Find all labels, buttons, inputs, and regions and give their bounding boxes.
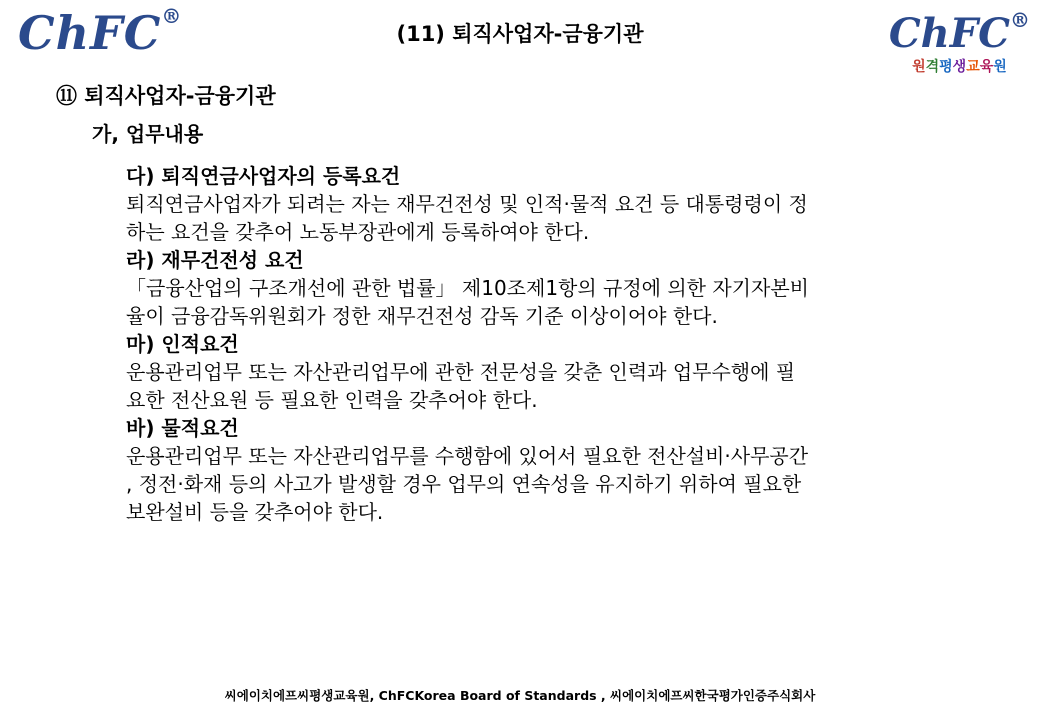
- logo-right-text: ChFC: [888, 10, 1010, 57]
- page-title: (11) 퇴직사업자-금융기관: [396, 22, 644, 46]
- logo-subtitle-char: 원: [993, 59, 1007, 75]
- block-heading: 바) 물적요건: [126, 416, 239, 440]
- logo-subtitle-char: 격: [925, 59, 940, 75]
- chfc-logo-right: [888, 8, 1030, 76]
- block-heading: 라) 재무건전성 요건: [126, 248, 304, 272]
- logo-right-mark: [888, 8, 1030, 57]
- block-line: 운용관리업무 또는 자산관리업무를 수행함에 있어서 필요한 전산설비·사무공간: [126, 444, 809, 468]
- block-line: 퇴직연금사업자가 되려는 자는 재무건전성 및 인적·물적 요건 등 대통령령이 정: [126, 192, 808, 216]
- block-line: 율이 금융감독위원회가 정한 재무건전성 감독 기준 이상이어야 한다.: [126, 304, 718, 328]
- block-line: 보완설비 등을 갖추어야 한다.: [126, 500, 384, 524]
- logo-subtitle-char: 육: [979, 59, 994, 75]
- block-heading: 마) 인적요건: [126, 332, 239, 356]
- logo-subtitle-char: 평: [939, 59, 953, 75]
- registered-mark: ®: [1010, 8, 1030, 32]
- block-line: 하는 요건을 갖추어 노동부장관에게 등록하여야 한다.: [126, 220, 590, 244]
- requirement-block: [126, 246, 986, 330]
- logo-subtitle-char: 생: [952, 59, 967, 75]
- logo-right-subtitle: [889, 56, 1030, 76]
- block-line: 요한 전산요원 등 필요한 인력을 갖추어야 한다.: [126, 388, 538, 412]
- requirement-block: [126, 330, 986, 414]
- requirement-block: [126, 162, 986, 246]
- requirement-block: [126, 414, 986, 526]
- block-line: 운용관리업무 또는 자산관리업무에 관한 전문성을 갖춘 인력과 업무수행에 필: [126, 360, 796, 384]
- requirements-content: [126, 162, 986, 526]
- footer: 씨에이치에프씨평생교육원, ChFCKorea Board of Standards , 씨에이치에프씨한국평가인증주식회사: [224, 688, 816, 703]
- block-line: 「금융산업의 구조개선에 관한 법률」 제10조제1항의 규정에 의한 자기자본비: [126, 276, 809, 300]
- block-line: , 정전·화재 등의 사고가 발생할 경우 업무의 연속성을 유지하기 위하여 필요한: [126, 472, 802, 496]
- block-heading: 다) 퇴직연금사업자의 등록요건: [126, 164, 401, 188]
- logo-subtitle-char: 교: [966, 59, 980, 75]
- logo-left-text: ChFC: [18, 6, 162, 60]
- registered-mark: ®: [161, 4, 183, 28]
- logo-subtitle-char: 원: [912, 59, 926, 75]
- section-title: ⑪ 퇴직사업자-금융기관: [56, 84, 276, 108]
- subsection-title: 가, 업무내용: [92, 122, 204, 146]
